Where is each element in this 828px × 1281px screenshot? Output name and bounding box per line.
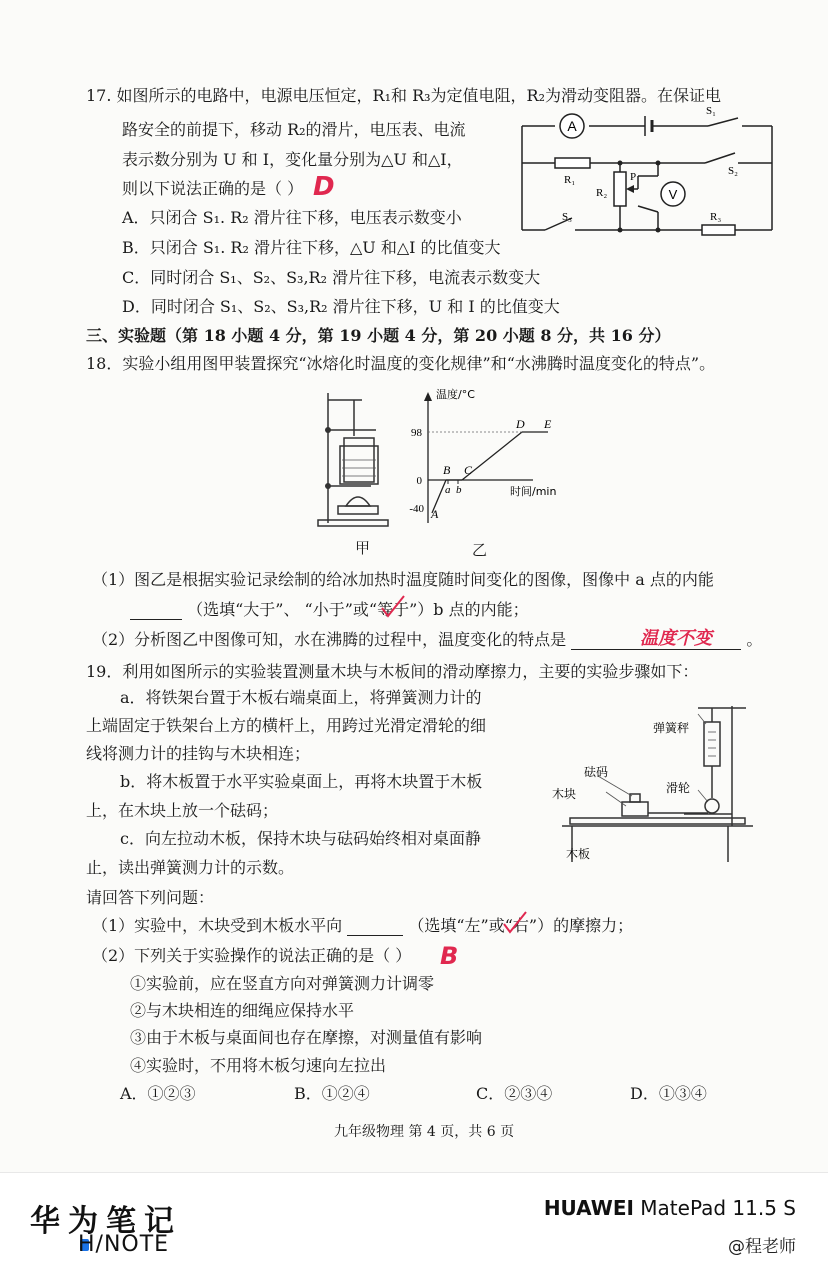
ammeter-label: A <box>567 118 577 134</box>
device-model: MatePad 11.5 S <box>640 1196 796 1220</box>
graph-point-c-label: C <box>464 463 473 477</box>
q19-ask: 请回答下列问题： <box>86 888 215 907</box>
s2-label: S₂ <box>728 165 738 177</box>
q19-item-2: ②与木块相连的细绳应保持水平 <box>130 1001 355 1020</box>
q17-handwritten-answer: D <box>313 172 335 202</box>
q18-part2-text: （2）分析图乙中图像可知，水在沸腾的过程中，温度变化的特点是 <box>92 630 567 649</box>
q17-circuit-diagram <box>510 98 780 238</box>
q19-choice-a: A．①②③ <box>120 1084 196 1103</box>
graph-point-b-label: B <box>443 463 451 477</box>
q19-part1-blank <box>347 919 403 936</box>
graph-point-d-label: D <box>516 417 525 431</box>
slider-p-label: P <box>630 171 637 183</box>
q19-part2-handwritten-answer: B <box>440 942 459 970</box>
q19-choice-d: D．①③④ <box>630 1084 707 1103</box>
graph-ylabel: 温度/°C <box>436 388 475 401</box>
s3-label: S₃ <box>562 211 572 223</box>
q17-option-b: B．只闭合 S₁. R₂ 滑片往下移，△U 和△I 的比值变大 <box>122 238 501 257</box>
q19-step-b-line2: 上，在木块上放一个砝码； <box>86 801 279 820</box>
q17-option-d: D．同时闭合 S₁、S₂、S₃,R₂ 滑片往下移，U 和 I 的比值变大 <box>122 297 560 316</box>
huawei-note-logo-en: H/NOTE <box>78 1232 170 1257</box>
q19-apparatus-figure <box>548 696 768 868</box>
q17-stem-line3: 表示数分别为 U 和 I，变化量分别为△U 和△I， <box>122 150 463 169</box>
huawei-note-logo-text: 华为笔记 <box>30 1204 182 1239</box>
q19-part1-line <box>92 916 633 936</box>
fig-weight-label: 砝码 <box>584 765 609 779</box>
q18-part2-handwritten-answer: 温度不变 <box>640 628 712 649</box>
q17-stem-line4: 则以下说法正确的是（ ） <box>122 179 304 198</box>
q19-step-c-line1: c．向左拉动木板，保持木块与砝码始终相对桌面静 <box>120 829 481 848</box>
q18-part1-blank <box>130 603 182 620</box>
q19-step-a-line3: 线将测力计的挂钩与木块相连； <box>86 744 311 763</box>
q18-part1-line1: （1）图乙是根据实验记录绘制的给冰加热时温度随时间变化的图像，图像中 a 点的内能 <box>92 570 714 589</box>
q19-step-c-line2: 止，读出弹簧测力计的示数。 <box>86 858 295 877</box>
q17-stem-line1: 17. 如图所示的电路中，电源电压恒定，R₁和 R₃为定值电阻，R₂为滑动变阻器。在保证电 <box>86 86 722 105</box>
q19-part1-checkmark <box>500 910 530 936</box>
q19-part2-question: （2）下列关于实验操作的说法正确的是（ ） <box>92 946 412 965</box>
q19-item-4: ④实验时，不用将木板匀速向左拉出 <box>130 1056 387 1075</box>
graph-point-small-b-label: b <box>456 484 462 496</box>
q19-step-b-line1: b．将木板置于水平实验桌面上，再将木块置于木板 <box>120 772 483 791</box>
q19-item-3: ③由于木板与桌面间也存在摩擦，对测量值有影响 <box>130 1028 483 1047</box>
q18-part2-end: 。 <box>746 630 763 649</box>
fig-block-label: 木块 <box>552 787 577 801</box>
s1-label: S₁ <box>706 105 716 117</box>
q19-stem: 19．利用如图所示的实验装置测量木块与木板间的滑动摩擦力，主要的实验步骤如下： <box>86 662 699 681</box>
q18-temperature-graph <box>398 388 578 530</box>
q19-item-1: ①实验前，应在竖直方向对弹簧测力计调零 <box>130 974 435 993</box>
q19-part1-text: （1）实验中，木块受到木板水平向 <box>92 916 343 935</box>
fig-board-label: 木板 <box>566 847 591 861</box>
graph-tick-98: 98 <box>411 427 422 439</box>
fig-yi-label: 乙 <box>472 541 488 559</box>
r3-label: R₃ <box>710 211 722 223</box>
fig-pulley-label: 滑轮 <box>666 781 691 795</box>
graph-xlabel: 时间/min <box>510 485 557 498</box>
page-footer: 九年级物理 第 4 页，共 6 页 <box>334 1124 515 1140</box>
graph-tick-0: 0 <box>416 475 422 487</box>
r1-label: R₁ <box>564 174 576 186</box>
fig-jia-label: 甲 <box>355 539 371 557</box>
q19-choice-c: C．②③④ <box>476 1084 553 1103</box>
q17-stem-line2: 路安全的前提下，移动 R₂的滑片，电压表、电流 <box>122 120 466 139</box>
device-label <box>544 1196 796 1220</box>
q18-part1-text: （选填“大于”、 “小于”或“等于”）b 点的内能； <box>187 600 529 619</box>
graph-point-small-a-label: a <box>445 484 451 496</box>
graph-point-a-label: A <box>431 507 439 521</box>
q17-option-a: A．只闭合 S₁. R₂ 滑片往下移，电压表示数变小 <box>122 208 462 227</box>
fig-spring-scale-label: 弹簧秤 <box>653 721 690 735</box>
q18-part1-line2 <box>130 600 529 620</box>
q18-part1-checkmark <box>378 594 408 620</box>
r2-label: R₂ <box>596 187 608 199</box>
graph-tick-minus40: -40 <box>409 503 424 515</box>
voltmeter-label: V <box>668 187 678 202</box>
q19-part1-choices: （选填“左”或“右”）的摩擦力； <box>408 916 634 935</box>
graph-point-e-label: E <box>544 417 552 431</box>
device-brand: HUAWEI <box>543 1196 634 1220</box>
q19-step-a-line1: a．将铁架台置于木板右端桌面上，将弹簧测力计的 <box>120 688 482 707</box>
q17-option-c: C．同时闭合 S₁、S₂、S₃,R₂ 滑片往下移，电流表示数变大 <box>122 268 541 287</box>
section-3-title: 三、实验题（第 18 小题 4 分，第 19 小题 4 分，第 20 小题 8 分，共 16 分） <box>86 326 671 345</box>
q18-apparatus-figure <box>316 388 396 530</box>
q19-choice-b: B．①②④ <box>294 1084 370 1103</box>
q19-step-a-line2: 上端固定于铁架台上方的横杆上，用跨过光滑定滑轮的细 <box>86 716 487 735</box>
author-handle: @程老师 <box>728 1237 796 1257</box>
q18-stem: 18．实验小组用图甲装置探究“冰熔化时温度的变化规律”和“水沸腾时温度变化的特点”。 <box>86 354 716 373</box>
